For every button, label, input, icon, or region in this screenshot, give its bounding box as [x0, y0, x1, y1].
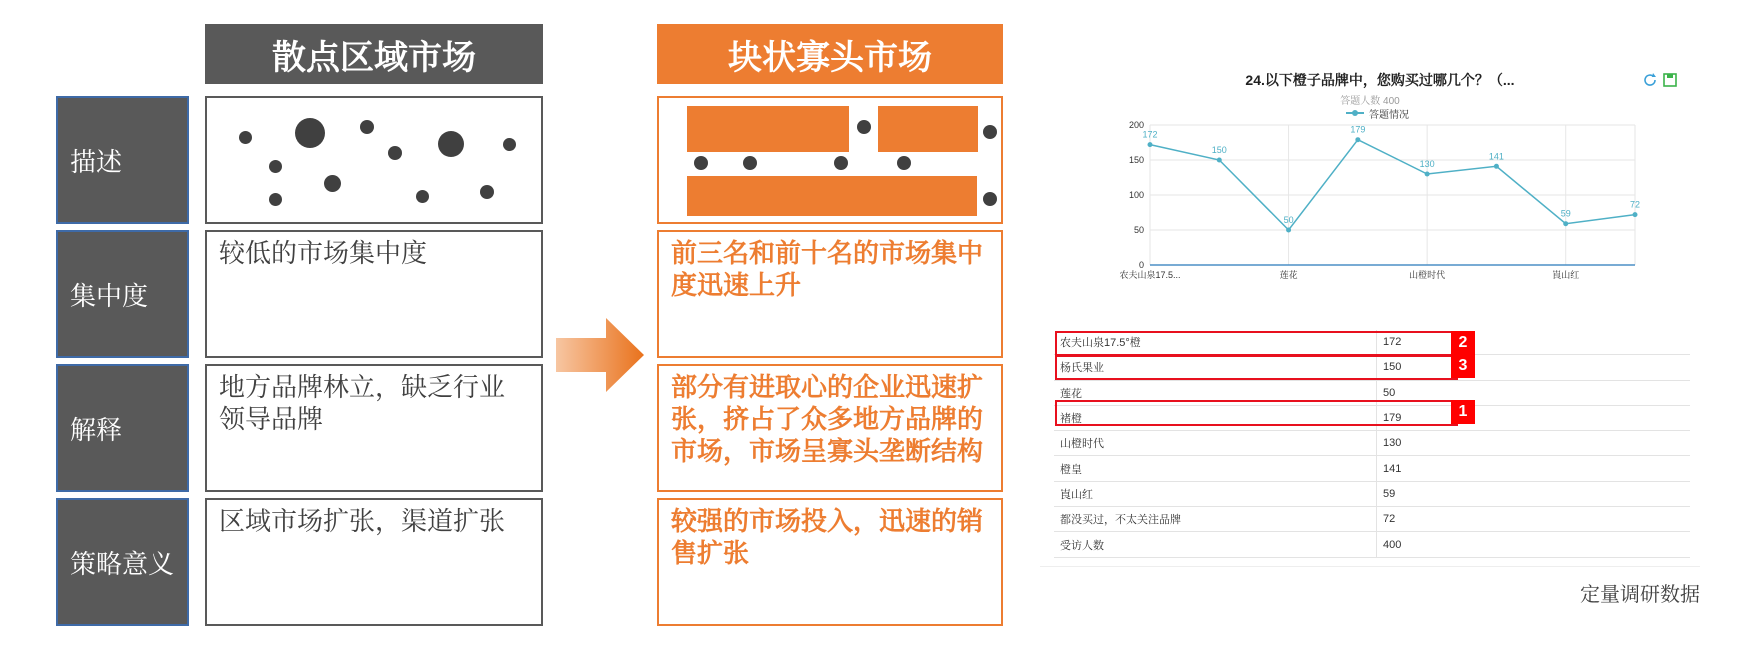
- scatter-dot: [388, 146, 402, 160]
- rank-badge: 1: [1451, 400, 1475, 424]
- count-cell: 59: [1377, 481, 1691, 506]
- brand-cell: 褚橙: [1054, 405, 1377, 430]
- scatter-dot: [480, 185, 494, 199]
- count-cell: 141: [1377, 456, 1691, 481]
- scatter-dots-panel: [205, 96, 543, 224]
- market-dot: [743, 156, 757, 170]
- scatter-dot: [269, 160, 282, 173]
- market-dot: [983, 192, 997, 206]
- count-cell: 50: [1377, 380, 1691, 405]
- brand-cell: 橙皇: [1054, 456, 1377, 481]
- data-point: [1425, 172, 1430, 177]
- cell-text: 部分有进取心的企业迅速扩张，挤占了众多地方品牌的市场，市场呈寡头垄断结构: [671, 373, 984, 467]
- data-point: [1286, 228, 1291, 233]
- right-column-header: [657, 24, 1003, 84]
- line-chart: [1110, 110, 1650, 290]
- left-cell-concentration: [205, 230, 543, 358]
- count-cell: 172: [1377, 330, 1691, 355]
- legend-label: 答题情况: [1369, 109, 1409, 121]
- table-row: [1054, 532, 1690, 557]
- row-label-text: 策略意义: [70, 549, 175, 580]
- x-tick-label: 农夫山泉17.5...: [1119, 270, 1181, 280]
- right-header-text: 块状寡头市场: [728, 37, 932, 78]
- market-block: [687, 106, 849, 152]
- row-label-text: 解释: [70, 415, 123, 446]
- table-row: [1054, 456, 1690, 481]
- row-label-text: 集中度: [70, 281, 149, 312]
- brand-cell: 受访人数: [1054, 532, 1377, 557]
- cell-text: 较低的市场集中度: [219, 239, 428, 269]
- cell-text: 较强的市场投入，迅速的销售扩张: [671, 507, 984, 569]
- data-point: [1355, 137, 1360, 142]
- table-row: [1054, 481, 1690, 506]
- table-row: [1054, 507, 1690, 532]
- caption: 定量调研数据: [1580, 582, 1700, 606]
- market-dot: [897, 156, 911, 170]
- count-cell: 150: [1377, 355, 1691, 380]
- count-cell: 179: [1377, 405, 1691, 430]
- data-label: 141: [1488, 151, 1504, 162]
- scatter-dot: [239, 131, 252, 144]
- y-tick-label: 200: [1128, 120, 1144, 130]
- data-point: [1217, 158, 1222, 163]
- left-header-text: 散点区域市场: [272, 37, 476, 78]
- scatter-dot: [295, 118, 325, 148]
- row-label-description: [56, 96, 189, 224]
- data-label: 50: [1283, 215, 1294, 225]
- left-cell-explanation: [205, 364, 543, 492]
- x-tick-label: 山橙时代: [1409, 270, 1446, 280]
- cell-text: 前三名和前十名的市场集中度迅速上升: [671, 239, 984, 301]
- x-tick-label: 崀山红: [1552, 270, 1580, 280]
- divider: [1040, 566, 1700, 567]
- brand-cell: 崀山红: [1054, 481, 1377, 506]
- left-cell-strategy: [205, 498, 543, 626]
- scatter-dot: [269, 193, 282, 206]
- y-tick-label: 0: [1138, 260, 1144, 270]
- rank-highlight-box: [1055, 400, 1458, 426]
- save-icon[interactable]: [1662, 72, 1678, 88]
- y-tick-label: 100: [1128, 190, 1144, 200]
- data-point: [1563, 221, 1568, 226]
- count-cell: 72: [1377, 507, 1691, 532]
- market-dot: [857, 120, 871, 134]
- row-label-strategy: [56, 498, 189, 626]
- data-point: [1148, 142, 1153, 147]
- row-label-text: 描述: [70, 147, 123, 178]
- scatter-dot: [503, 138, 516, 151]
- brand-cell: 莲花: [1054, 380, 1377, 405]
- right-cell-explanation: [657, 364, 1003, 492]
- market-dot: [694, 156, 708, 170]
- y-tick-label: 150: [1128, 155, 1144, 165]
- data-label: 172: [1142, 129, 1158, 140]
- brand-cell: 都没买过，不太关注品牌: [1054, 507, 1377, 532]
- rank-badge: 3: [1451, 354, 1475, 378]
- left-column-header: [205, 24, 543, 84]
- data-point: [1633, 212, 1638, 217]
- market-dot: [834, 156, 848, 170]
- refresh-icon[interactable]: [1642, 72, 1658, 88]
- right-cell-concentration: [657, 230, 1003, 358]
- y-tick-label: 50: [1133, 225, 1144, 235]
- data-label: 150: [1211, 145, 1227, 155]
- row-label-concentration: [56, 230, 189, 358]
- data-point: [1494, 164, 1499, 169]
- brand-cell: 杨氏果业: [1054, 355, 1377, 380]
- block-market-panel: [657, 96, 1003, 224]
- market-block: [687, 176, 977, 216]
- scatter-dot: [324, 175, 341, 192]
- market-block: [878, 106, 978, 152]
- data-label: 130: [1419, 159, 1435, 169]
- scatter-dot: [438, 131, 464, 157]
- x-tick-label: 莲花: [1279, 270, 1298, 280]
- data-label: 179: [1350, 124, 1366, 135]
- data-label: 72: [1629, 199, 1641, 210]
- scatter-dot: [416, 190, 429, 203]
- brand-cell: 农夫山泉17.5°橙: [1054, 330, 1377, 355]
- chart-subtitle: 答题人数 400: [1340, 96, 1400, 107]
- scatter-dot: [360, 120, 374, 134]
- cell-text: 区域市场扩张，渠道扩张: [219, 507, 506, 537]
- count-cell: 400: [1377, 532, 1691, 557]
- right-cell-strategy: [657, 498, 1003, 626]
- data-label: 59: [1560, 208, 1571, 219]
- rank-badge: 2: [1451, 331, 1475, 355]
- table-row: [1054, 431, 1690, 456]
- chart-title: 24.以下橙子品牌中，您购买过哪几个？（...: [1245, 72, 1515, 88]
- market-dot: [983, 125, 997, 139]
- brand-cell: 山橙时代: [1054, 431, 1377, 456]
- count-cell: 130: [1377, 431, 1691, 456]
- rank-highlight-box: [1055, 354, 1458, 380]
- cell-text: 地方品牌林立，缺乏行业领导品牌: [219, 373, 506, 435]
- row-label-explanation: [56, 364, 189, 492]
- gradient-arrow-icon: [556, 318, 646, 393]
